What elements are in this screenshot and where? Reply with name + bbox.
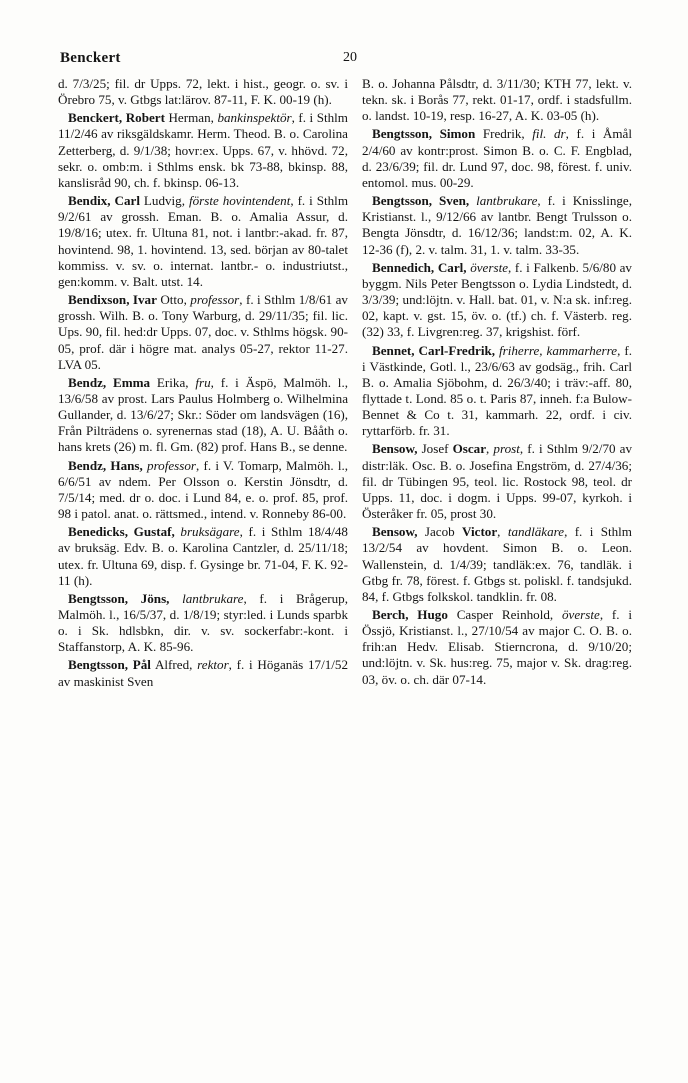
entry-text: , f. i V. Tomarp, Malmöh. l., 6/6/51 av ndem. Per Olsson o. Kerstin Jönsdtr, d. 7/5/14; med. dr o. doc. i Lund 84, e. o. prof. 85, prof. 98 i patol. anat. o. rättsmed., intend. v. Ronneby 86-00. (58, 457, 349, 522)
entry-given: Erika, (150, 374, 196, 390)
entry-bensow-oscar: Bensow, Josef Oscar, prost, f. i Sthlm 9/2/70 av distr:läk. Osc. B. o. Josefina Engström, d. 27/4/36; fil. dr Tübingen 95, teol. lic. Rostock 98, teol. dr Upps. 11, doc. i dogm. i Upps. 99-07, kyrkoh. i Österåker fr. 05, prost 30. (362, 441, 632, 522)
entry-text: , f. i Höganäs 17/1/52 av maskinist Sven (58, 657, 348, 689)
entry-text: B. o. Johanna Pålsdtr, d. 3/11/30; KTH 77, lekt. v. tekn. sk. i Borås 77, rekt. 01-17, ordf. i stadsfullm. o. landst. 10-19, resp. 16-27, A. K. 03-05 (h). (362, 76, 632, 124)
entry-bengtsson-pal (58, 657, 348, 689)
entry-name: Bengtsson, Simon (372, 126, 476, 142)
entry-name: Bengtsson, Sven, (372, 193, 470, 209)
entry-given: Alfred, (150, 657, 198, 673)
entry-title: bankinspektör (217, 110, 292, 126)
entry-given: Herman, (164, 110, 218, 126)
entry-title: rektor (197, 657, 229, 673)
entry-title: lantbrukare (476, 193, 538, 209)
entry-bensow-victor: Bensow, Jacob Victor, tandläkare, f. i Sthlm 13/2/54 av hovdent. Simon B. o. Leon. Wallenstein, d. 1/4/39; tandläk:ex. 76, tandläk. i Gtbg fr. 78, förest. f. Gtbgs st. poliskl. f. tandsjukd. 84, f. Gtbgs folkskol. tandklin. fr. 08. (362, 524, 632, 604)
entry-title: lantbrukare (182, 590, 244, 606)
entry-continuation (58, 76, 348, 108)
entry-title: förste hovintendent (188, 193, 291, 209)
entry-text: , f. i Västkinde, Gotl. l., 23/6/63 av godsäg., frih. Carl B. o. Amalia Sjöbohm, d. 26/3/40; i träv:-aff. 80, flyttade t. Lond. 85 o. t. Paris 87, inneh. f:a Bulow-Bennet & Co t. 31, kammarh. 22, ordf. i civ. ryttarförb. fr. 31. (362, 342, 632, 439)
entry-name-called: Oscar (452, 441, 487, 457)
entry-title: överste (562, 607, 600, 622)
entry-name: Bendz, Hans, (68, 457, 143, 473)
entry-bendz-hans (58, 458, 348, 523)
entry-name: Bennedich, Carl, (372, 259, 467, 275)
entry-bennedich-carl (362, 260, 632, 341)
entry-name: Benckert, Robert (68, 110, 165, 126)
entry-bendixson-ivar (58, 292, 348, 373)
entry-title: friherre, kammarherre (499, 342, 618, 358)
entry-bennet-carl-fredrik (362, 343, 632, 440)
entry-given (169, 591, 182, 606)
entry-text: , f. i Åmål 2/4/60 av kontr:prost. Simon B. o. C. F. Engblad, d. 23/6/39; fil. dr. Lund 97, doc. 98, förest. f. univ. entomol. mus. 00-29. (362, 126, 632, 190)
entry-name: Benedicks, Gustaf, (68, 524, 175, 540)
entry-continuation (362, 76, 632, 124)
entry-given: Jacob (417, 524, 463, 540)
entry-name: Berch, Hugo (372, 607, 448, 622)
entry-bendix-carl (58, 193, 348, 290)
entry-bendz-emma (58, 375, 348, 456)
entry-text: , f. i Sthlm 9/2/70 av distr:läk. Osc. B. o. Josefina Engström, d. 27/4/36; fil. dr Tübingen 95, teol. lic. Rostock 98, teol. dr Upps. 11, doc. i dogm. i Upps. 99-07, kyrkoh. i Österåker fr. 05, prost 30. (362, 441, 632, 522)
entry-berch-hugo (362, 607, 632, 688)
entry-title: fru (195, 374, 211, 390)
entry-name: Bennet, Carl-Fredrik, (372, 342, 496, 358)
page-header (60, 50, 630, 70)
entry-given: Josef (417, 441, 453, 457)
entry-text: , f. i Sthlm 11/2/46 av riksgäldskamr. Herm. Theod. B. o. Carolina Zetterberg, d. 9/1/38; hovr:ex. Upps. 67, v. hhövd. 72, sekr. o. omb:m. i Sthlms ensk. bk 73-88, bkinsp. 88, kanslisråd 90, ch. f. bkinsp. 06-13. (58, 110, 348, 190)
running-head: Benckert (60, 50, 121, 66)
entry-title: prost (493, 441, 520, 457)
entry-title: fil. dr (532, 126, 566, 142)
entry-given: Fredrik, (475, 126, 533, 142)
page-number: 20 (343, 50, 357, 65)
entry-name: Bendix, Carl (68, 193, 140, 209)
entry-bengtsson-sven (362, 193, 632, 258)
entry-name-called: Victor (462, 524, 498, 540)
entry-title: tandläkare (507, 524, 565, 540)
entry-text: , f. i Knisslinge, Kristianst. l., 9/12/66 av lantbr. Bengt Trulsson o. Bengta Jönsdtr, d. 16/12/36; landst:m. 02, A. K. 12-36 (f), 2. v. talm. 31, 1. v. talm. 33-35. (362, 193, 633, 257)
entry-text: , f. i Falkenb. 5/6/80 av byggm. Nils Peter Bengtsson o. Lydia Lindstedt, d. 3/3/39; und:löjtn. v. Hall. bat. 01, v. N:a sk. inf:reg. 02, kapt. v. gst. 15, öv. o. (tf.) ch. f. Västerb. reg. (32) 33, f. Livgren:reg. 37, krigshist. förf. (362, 259, 632, 340)
entry-name: Bendixson, Ivar (68, 292, 157, 308)
entry-name: Bensow, (372, 524, 418, 540)
entry-name: Bendz, Emma (68, 374, 151, 390)
entry-text: , f. i Össjö, Kristianst. l., 27/10/54 av major C. O. B. o. frih:an Hedv. Elisab. Stierncrona, d. 9/10/20; und:löjtn. v. Sk. hus:reg. 75, major v. Sk. drag:reg. 03, öv. o. ch. där 07-14. (362, 607, 633, 687)
entry-text: , f. i Brågerup, Malmöh. l., 16/5/37, d. 1/8/19; styr:led. i Lunds sparbk o. i Sk. hdlsbkn, dir. v. sv. sockerfabr:-kont. i Staffanstorp, A. K. 85-96. (58, 590, 349, 655)
entry-title: professor (147, 457, 197, 473)
entry-name: Bengtsson, Jöns, (68, 590, 170, 606)
entry-given: Otto, (156, 292, 191, 308)
left-column (58, 76, 348, 692)
entry-title: professor (190, 292, 240, 308)
entry-given: Ludvig, (139, 193, 189, 209)
entry-bengtsson-jons (58, 591, 348, 656)
entry-name: Bengtsson, Pål (68, 657, 151, 673)
entry-text: , f. i Sthlm 18/4/48 av bruksäg. Edv. B. o. Karolina Cantzler, d. 25/11/18; utex. fr. Ultuna 69, disp. f. Gysinge br. 71-04, F. K. 92-11 (h). (58, 524, 348, 588)
entry-text: , f. i Äspö, Malmöh. l., 13/6/58 av prost. Lars Paulus Holmberg o. Wilhelmina Gullander, d. 13/6/27; Skr.: Söder om landsvägen (16), Från Pilträdens o. syrenernas stad (18), A. U. Bååth o. hans krets (26) m. fl. Gm. (82) prof. Hans B., se denne. (58, 374, 348, 455)
entry-benedicks-gustaf (58, 524, 348, 589)
entry-name: Bensow, (372, 441, 418, 457)
entry-text: , f. i Sthlm 1/8/61 av grossh. Wilh. B. o. Tony Warburg, d. 29/11/35; fil. lic. Ups. 90, fil. hed:dr Upps. 07, doc. v. Sthlms högsk. 90-05, prof. där i högre mat. analys 05-27, rektor 11-27. LVA 05. (58, 292, 348, 372)
entry-text: , f. i Sthlm 13/2/54 av hovdent. Simon B. o. Leon. Wallenstein, d. 1/4/39; tandläk:ex. 76, tandläk. i Gtbg fr. 78, förest. f. Gtbgs st. poliskl. f. tandsjukd. 84, f. Gtbgs folkskol. tandklin. fr. 08. (362, 524, 632, 604)
entry-benckert-robert (58, 110, 348, 191)
entry-title: överste (470, 259, 509, 275)
entry-bengtsson-simon (362, 126, 632, 191)
entry-text: d. 7/3/25; fil. dr Upps. 72, lekt. i hist., geogr. o. sv. i Örebro 75, v. Gtbgs lat:lärov. 87-11, F. K. 00-19 (h). (58, 76, 348, 108)
right-column (362, 76, 632, 690)
entry-title: bruksägare (180, 524, 240, 540)
entry-given: Casper Reinhold, (447, 607, 562, 622)
entry-text: , f. i Sthlm 9/2/61 av grossh. Eman. B. o. Amalia Assur, d. 19/8/16; utex. fr. Ultuna 81, not. i lantbr:-akad. fr. 87, hovintend. 98, 1. hovintend. 13, sed. början av 80-talet kommiss. v. sv. o. internat. lantbr.- o. industriutst., gen:komm. v. Balt. utst. 14. (58, 193, 349, 289)
